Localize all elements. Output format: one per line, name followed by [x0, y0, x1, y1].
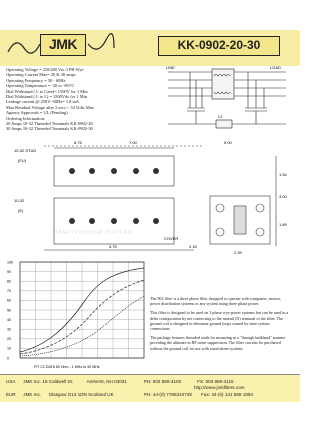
footer-website-link[interactable]: http://www.jmkfilters.com: [194, 385, 245, 390]
spec-line: Max Residual Voltage after 5 secs < 34 Volts Max: [6, 104, 94, 110]
schematic-choke-label: L2: [218, 114, 223, 119]
graph-ytick-label: 50: [7, 308, 11, 313]
graph-ytick-label: 70: [7, 289, 11, 294]
graph-caption: FIT C1 DATA 50 Ohm - 1 MHz to 30 MHz: [34, 365, 100, 369]
spec-line: Operating Current Max= 20 & 30 amps: [6, 72, 76, 78]
spec-line: Leakage current @ 250V~50Hz= 1.8 mA: [6, 99, 80, 105]
graph-ytick-label: 30: [7, 327, 11, 332]
dim-left-3: 10-32: [14, 198, 25, 203]
footer-company: JMK Inc.: [23, 392, 42, 397]
description-paragraph: The package features threaded studs for mounting in a "through bulkhead" manner providing the ultimate in RF noise suppression. The filter can also be purchased without the ground coil for use with stand alone systems.: [150, 335, 286, 351]
spec-line: Agency Approvals = UL (Pending): [6, 110, 68, 116]
mechanical-drawing: [14, 136, 294, 256]
footer-fax: FX: 603 886-4115: [197, 379, 234, 384]
watermark: ЭЛЕКТРОННЫЙ ПОРТАЛ: [54, 230, 132, 236]
dim-left-2: (FU): [18, 158, 26, 163]
attenuation-graph: [6, 258, 150, 372]
footer-address: Amherst, NH 03031: [86, 379, 127, 384]
spec-line: Operating Frequency = 50 - 60Hz: [6, 77, 66, 83]
spec-line: Operating Voltage = 250/480 Vac 3 PH Wye: [6, 67, 84, 72]
dim-left-1: 10-32 STUD: [14, 148, 37, 153]
footer-row-eur: [6, 392, 261, 397]
filter-schematic: [160, 64, 294, 134]
dim-top-3: 5.00: [224, 140, 232, 145]
spec-list: [6, 67, 146, 132]
graph-ytick-label: 20: [7, 337, 11, 342]
dim-right-3: 1.89: [279, 222, 287, 227]
schematic-line-label: LINE: [166, 65, 175, 70]
graph-ytick-label: 100: [7, 260, 13, 265]
graph-ytick-label: 0: [7, 356, 9, 361]
graph-ytick-label: 80: [7, 279, 11, 284]
spec-line: Operating Temperature = -20 to +85°C: [6, 83, 75, 89]
graph-ytick-label: 10: [7, 346, 11, 351]
footer-phone: PH: 603 886-4100: [143, 379, 182, 384]
graph-ytick-label: 90: [7, 269, 11, 274]
spec-line: Ordering Information:: [6, 115, 46, 121]
footer-fax: Fax: 44-(0) 141 569 1994: [201, 392, 253, 397]
description-paragraph: This filter is designed to be used on 3 phase wye power systems but can be used in a delta configuration by not connecting to the neutral (N) terminal of the filter. The ground coil is designed to eliminate ground loops caused by inter-system connections.: [150, 310, 289, 332]
spec-line: Dial Withstand ( L to L) = 1500Vdc for 1 Min: [6, 94, 88, 100]
footer-company: JMK Inc. 15 Caldwell Dr.: [23, 379, 74, 384]
footer-phone: PH: 44-(0) 7785310729: [143, 392, 192, 397]
footer-region: EUR: [6, 392, 16, 397]
footer-region: USA: [6, 379, 16, 384]
dim-right-1: 1.54: [279, 172, 287, 177]
spec-line: 30 Amps 10-32 Threaded Terminals KK-0902-30: [6, 126, 93, 132]
footer-row-usa: [6, 379, 249, 384]
spec-line: Dial Withstand ( L to Case)= 1500V for 1 Min: [6, 88, 88, 94]
dim-bottom-3: 2.39: [234, 250, 242, 255]
schematic-load-label: LOAD: [270, 65, 281, 70]
graph-ytick-label: 40: [7, 317, 11, 322]
dim-bottom-1: 3.75: [109, 244, 117, 249]
dim-left-4: (E): [18, 208, 24, 213]
cover-callout: COVER: [164, 236, 179, 241]
description-paragraph: The 902 filter is a three phase filter designed to operate with computers, motors, power distribution systems or any system using three phase power.: [150, 296, 282, 307]
contact-footer: [0, 374, 300, 402]
dim-top-2: 7.00: [129, 140, 137, 145]
footer-address: Glasgow G13 1DN Scotland UK: [48, 392, 114, 397]
company-logo: JMK: [40, 34, 86, 56]
dim-right-2: 3.00: [279, 194, 287, 199]
spec-line: 20 Amps 10-32 Threaded Terminals KK-0902-20: [6, 121, 93, 127]
graph-ytick-label: 60: [7, 298, 11, 303]
model-number: KK-0902-20-30: [158, 36, 280, 56]
dim-bottom-2: 2.16: [189, 244, 197, 249]
description: [150, 296, 290, 355]
dim-top-1: 6.75: [74, 140, 82, 145]
